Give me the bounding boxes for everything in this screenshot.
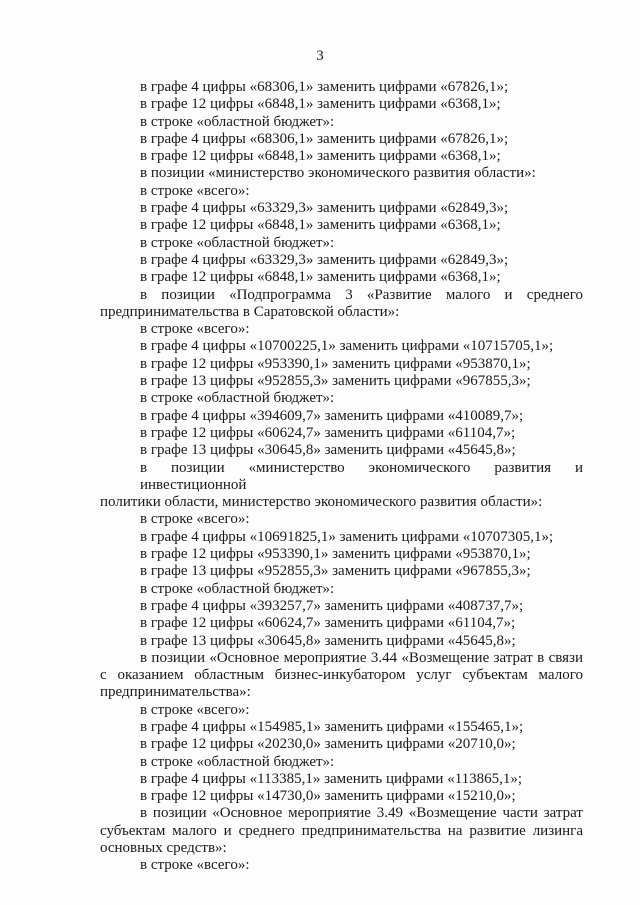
text-line: в графе 12 цифры «6848,1» заменить цифрами «6368,1»; xyxy=(140,217,501,234)
text-line: в позиции «министерство экономического развития и инвестиционной xyxy=(140,459,583,493)
text-line: в графе 12 цифры «953390,1» заменить цифрами «953870,1»; xyxy=(140,546,531,563)
text-line: в строке «всего»: xyxy=(140,321,250,338)
text-line: в графе 13 цифры «30645,8» заменить цифрами «45645,8»; xyxy=(140,442,516,459)
text-line: в графе 12 цифры «6848,1» заменить цифрами «6368,1»; xyxy=(140,96,501,113)
text-line: в графе 4 цифры «113385,1» заменить цифрами «113865,1»; xyxy=(140,770,523,787)
text-line: в строке «областной бюджет»: xyxy=(140,753,335,770)
text-line: в строке «всего»: xyxy=(140,511,250,528)
text-line: субъектам малого и среднего предпринимательства на развитие лизинга xyxy=(100,822,583,839)
text-line: в графе 4 цифры «154985,1» заменить цифрами «155465,1»; xyxy=(140,718,524,735)
text-line: в строке «областной бюджет»: xyxy=(140,580,335,597)
text-line: в графе 4 цифры «63329,3» заменить цифрами «62849,3»; xyxy=(140,251,509,268)
text-line: в графе 12 цифры «20230,0» заменить цифрами «20710,0»; xyxy=(140,736,516,753)
document-body xyxy=(100,79,583,875)
text-line: в графе 4 цифры «68306,1» заменить цифрами «67826,1»; xyxy=(140,79,509,95)
text-line: предпринимательства»: xyxy=(100,684,251,701)
text-line: в графе 13 цифры «952855,3» заменить цифрами «967855,3»; xyxy=(140,373,531,390)
text-line: в графе 4 цифры «10700225,1» заменить цифрами «10715705,1»; xyxy=(140,338,554,355)
text-line: в строке «областной бюджет»: xyxy=(140,390,335,407)
text-line: в позиции «Подпрограмма 3 «Развитие малого и среднего xyxy=(140,286,583,303)
text-line: в графе 4 цифры «10691825,1» заменить цифрами «10707305,1»; xyxy=(140,528,554,545)
text-line: в графе 4 цифры «68306,1» заменить цифрами «67826,1»; xyxy=(140,130,509,147)
text-line: в строке «областной бюджет»: xyxy=(140,113,335,130)
text-line: в графе 12 цифры «6848,1» заменить цифрами «6368,1»; xyxy=(140,148,501,165)
text-line: в строке «всего»: xyxy=(140,701,250,718)
text-line: в графе 4 цифры «394609,7» заменить цифрами «410089,7»; xyxy=(140,407,524,424)
text-line: в строке «областной бюджет»: xyxy=(140,234,335,251)
text-line: в строке «всего»: xyxy=(140,857,250,874)
text-line: в графе 13 цифры «952855,3» заменить цифрами «967855,3»; xyxy=(140,563,531,580)
text-line: в графе 4 цифры «63329,3» заменить цифрами «62849,3»; xyxy=(140,200,509,217)
text-line: в строке «всего»: xyxy=(140,182,250,199)
text-line: в графе 12 цифры «6848,1» заменить цифрами «6368,1»; xyxy=(140,269,501,286)
text-line: в графе 12 цифры «60624,7» заменить цифрами «61104,7»; xyxy=(140,424,516,441)
text-line: в позиции «Основное мероприятие 3.49 «Возмещение части затрат xyxy=(140,805,583,822)
text-line: в графе 12 цифры «14730,0» заменить цифрами «15210,0»; xyxy=(140,788,516,805)
text-line: в позиции «министерство экономического развития области»: xyxy=(140,165,536,182)
text-line: в графе 4 цифры «393257,7» заменить цифрами «408737,7»; xyxy=(140,597,524,614)
text-line: в позиции «Основное мероприятие 3.44 «Возмещение затрат в связи xyxy=(140,649,583,666)
page-number: 3 xyxy=(316,48,324,64)
text-line: в графе 12 цифры «953390,1» заменить цифрами «953870,1»; xyxy=(140,355,531,372)
text-line: предпринимательства в Саратовской области»: xyxy=(100,303,400,320)
text-line: в графе 13 цифры «30645,8» заменить цифрами «45645,8»; xyxy=(140,632,516,649)
text-line: в графе 12 цифры «60624,7» заменить цифрами «61104,7»; xyxy=(140,615,516,632)
text-line: с оказанием областным бизнес-инкубатором услуг субъектам малого xyxy=(100,667,583,684)
text-line: основных средств»: xyxy=(100,840,227,857)
text-line: политики области, министерство экономического развития области»: xyxy=(100,494,543,511)
